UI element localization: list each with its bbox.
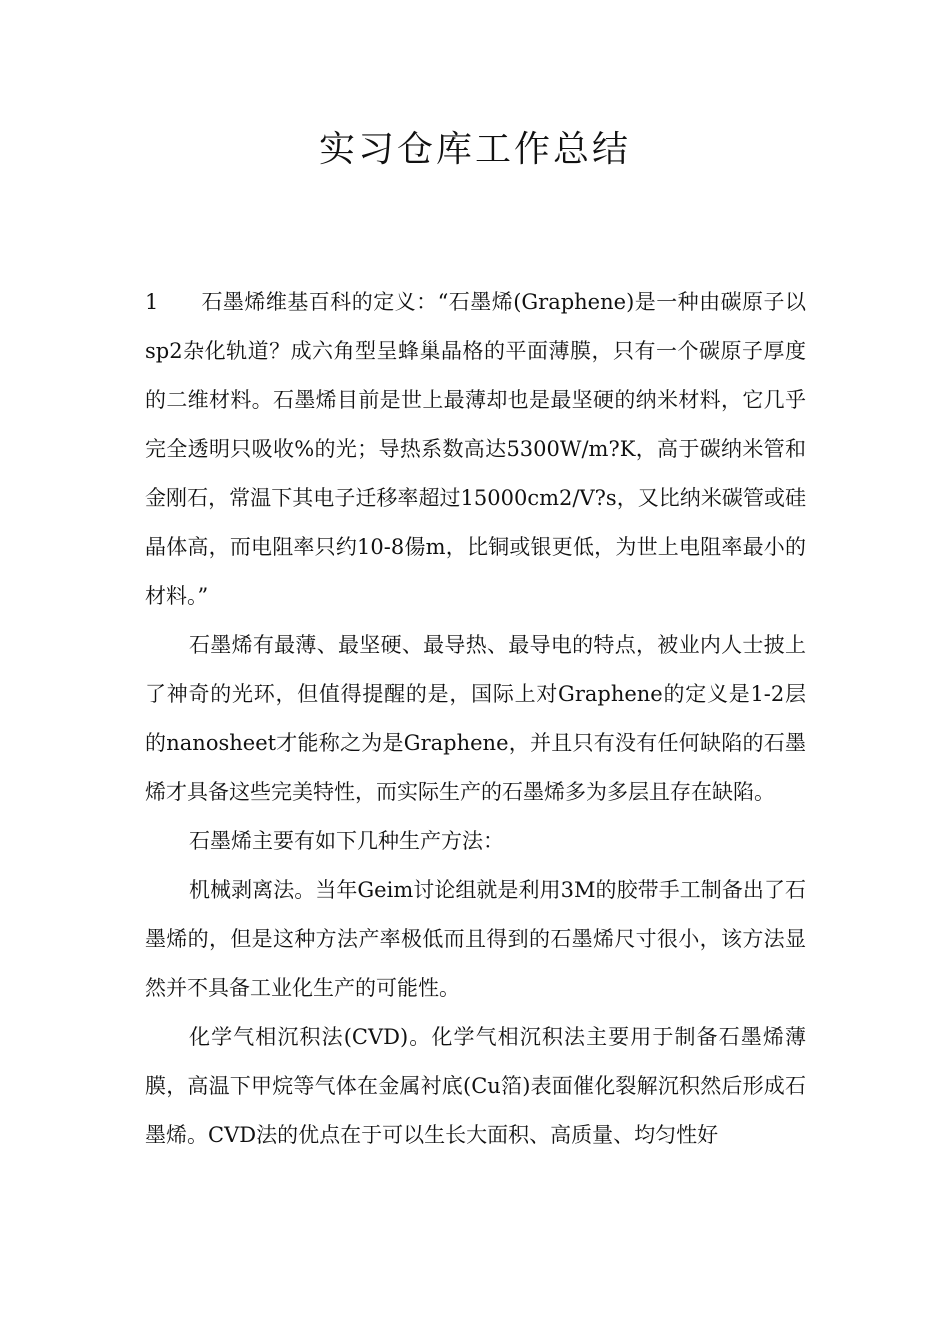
paragraph-3: 石墨烯主要有如下几种生产方法： bbox=[189, 829, 504, 853]
document-title: 实习仓库工作总结 bbox=[318, 129, 631, 170]
paragraph-4: 机械剥离法。当年Geim讨论组就是利用3M的胶带手工制备出了石墨烯的，但是这种方法产率极低而且得到的石墨烯尺寸很小，该方法显然并不具备工业化生产的可能性。 bbox=[145, 878, 806, 1000]
paragraph-2: 石墨烯有最薄、最坚硬、最导热、最导电的特点，被业内人士披上了神奇的光环，但值得提醒的是，国际上对Graphene的定义是1-2层的nanosheet才能称之为是Graphene，并且只有没有任何缺陷的石墨烯才具备这些完美特性，而实际生产的石墨烯多为多层且存在缺陷。 bbox=[145, 633, 806, 804]
paragraph-text: 石墨烯维基百科的定义：“石墨烯(Graphene)是一种由碳原子以sp2杂化轨道？成六角型呈蜂巢晶格的平面薄膜，只有一个碳原子厚度的二维材料。石墨烯目前是世上最薄却也是最坚硬的纳米材料，它几乎完全透明只吸收%的光；导热系数高达5300W/m?K，高于碳纳米管和金刚石，常温下其电子迁移率超过15000cm2/V?s，又比纳米碳管或硅晶体高，而电阻率只约10-8偒m，比铜或银更低，为世上电阻率最小的材料。” bbox=[145, 290, 806, 608]
paragraph-5: 化学气相沉积法(CVD)。化学气相沉积法主要用于制备石墨烯薄膜，高温下甲烷等气体在金属衬底(Cu箔)表面催化裂解沉积然后形成石墨烯。CVD法的优点在于可以生长大面积、高质量、均匀性好 bbox=[145, 1025, 806, 1147]
paragraph-1 bbox=[145, 278, 806, 621]
document-body bbox=[145, 278, 806, 1160]
paragraph-number: 1 bbox=[145, 290, 159, 314]
